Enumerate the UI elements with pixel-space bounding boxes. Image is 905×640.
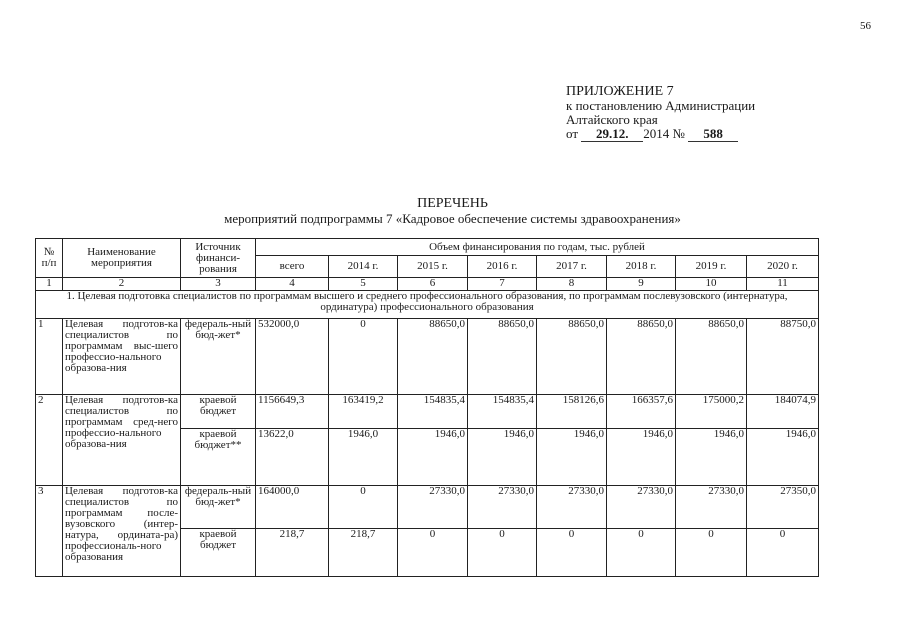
activity-name: Целевая подготов-ка специалистов по программам после-вузовского (интер-натура, ордината-ра) профессиональ-ного образования bbox=[63, 486, 181, 577]
appendix-block bbox=[566, 85, 755, 142]
column-number: 11 bbox=[747, 278, 819, 291]
value-cell: 532000,0 bbox=[256, 319, 329, 395]
row-number: 2 bbox=[36, 395, 63, 486]
funding-source: краевой бюджет** bbox=[181, 429, 256, 486]
column-number: 1 bbox=[36, 278, 63, 291]
from-label: от bbox=[566, 126, 579, 141]
decree-year: 2014 № bbox=[643, 126, 685, 141]
value-cell: 0 bbox=[537, 529, 607, 577]
value-cell: 1946,0 bbox=[398, 429, 468, 486]
header-year: 2018 г. bbox=[607, 256, 676, 278]
value-cell: 27330,0 bbox=[676, 486, 747, 529]
value-cell: 1156649,3 bbox=[256, 395, 329, 429]
value-cell: 164000,0 bbox=[256, 486, 329, 529]
section-title: 1. Целевая подготовка специалистов по программам высшего и среднего профессионального образования, по программам послевузовского (интернатура, ординатура) профессионального образования bbox=[36, 291, 819, 319]
value-cell: 154835,4 bbox=[398, 395, 468, 429]
header-volume: Объем финансирования по годам, тыс. рублей bbox=[256, 239, 819, 256]
column-number: 9 bbox=[607, 278, 676, 291]
value-cell: 88650,0 bbox=[676, 319, 747, 395]
value-cell: 218,7 bbox=[256, 529, 329, 577]
value-cell: 0 bbox=[398, 529, 468, 577]
header-year: 2019 г. bbox=[676, 256, 747, 278]
value-cell: 166357,6 bbox=[607, 395, 676, 429]
value-cell: 0 bbox=[329, 486, 398, 529]
activity-name: Целевая подготов-ка специалистов по программам выс-шего профессио-нального образова-ния bbox=[63, 319, 181, 395]
decree-number: 588 bbox=[688, 127, 738, 142]
header-name: Наименование мероприятия bbox=[63, 239, 181, 278]
value-cell: 0 bbox=[468, 529, 537, 577]
funding-table bbox=[35, 238, 819, 577]
row-number: 3 bbox=[36, 486, 63, 577]
value-cell: 175000,2 bbox=[676, 395, 747, 429]
header-source: Источник финанси-рования bbox=[181, 239, 256, 278]
value-cell: 1946,0 bbox=[329, 429, 398, 486]
column-number: 2 bbox=[63, 278, 181, 291]
value-cell: 218,7 bbox=[329, 529, 398, 577]
appendix-title: ПРИЛОЖЕНИЕ 7 bbox=[566, 84, 674, 99]
value-cell: 184074,9 bbox=[747, 395, 819, 429]
value-cell: 13622,0 bbox=[256, 429, 329, 486]
table-row bbox=[36, 319, 819, 395]
column-number: 7 bbox=[468, 278, 537, 291]
column-number: 10 bbox=[676, 278, 747, 291]
value-cell: 163419,2 bbox=[329, 395, 398, 429]
value-cell: 27350,0 bbox=[747, 486, 819, 529]
document-title: ПЕРЕЧЕНЬ bbox=[417, 196, 488, 211]
decree-date: 29.12. bbox=[581, 127, 643, 142]
column-number: 5 bbox=[329, 278, 398, 291]
value-cell: 88650,0 bbox=[537, 319, 607, 395]
funding-source: федераль-ный бюд-жет* bbox=[181, 319, 256, 395]
header-row-1 bbox=[36, 239, 819, 256]
value-cell: 0 bbox=[607, 529, 676, 577]
value-cell: 27330,0 bbox=[468, 486, 537, 529]
value-cell: 1946,0 bbox=[747, 429, 819, 486]
section-row bbox=[36, 291, 819, 319]
value-cell: 1946,0 bbox=[607, 429, 676, 486]
document-heading bbox=[0, 196, 905, 226]
value-cell: 0 bbox=[747, 529, 819, 577]
value-cell: 88650,0 bbox=[607, 319, 676, 395]
value-cell: 27330,0 bbox=[607, 486, 676, 529]
value-cell: 27330,0 bbox=[398, 486, 468, 529]
value-cell: 27330,0 bbox=[537, 486, 607, 529]
value-cell: 0 bbox=[329, 319, 398, 395]
header-year: всего bbox=[256, 256, 329, 278]
column-number: 4 bbox=[256, 278, 329, 291]
header-year: 2015 г. bbox=[398, 256, 468, 278]
value-cell: 88750,0 bbox=[747, 319, 819, 395]
header-year: 2017 г. bbox=[537, 256, 607, 278]
value-cell: 1946,0 bbox=[676, 429, 747, 486]
page-number: 56 bbox=[860, 20, 871, 32]
header-year: 2016 г. bbox=[468, 256, 537, 278]
header-num: № п/п bbox=[36, 239, 63, 278]
funding-source: краевой бюджет bbox=[181, 395, 256, 429]
activity-name: Целевая подготов-ка специалистов по программам сред-него профессио-нального образова-ния bbox=[63, 395, 181, 486]
column-number: 8 bbox=[537, 278, 607, 291]
value-cell: 158126,6 bbox=[537, 395, 607, 429]
row-number: 1 bbox=[36, 319, 63, 395]
appendix-date-line bbox=[566, 127, 755, 142]
document-subtitle: мероприятий подпрограммы 7 «Кадровое обеспечение системы здравоохранения» bbox=[224, 211, 681, 226]
value-cell: 88650,0 bbox=[398, 319, 468, 395]
value-cell: 0 bbox=[676, 529, 747, 577]
column-number: 3 bbox=[181, 278, 256, 291]
value-cell: 1946,0 bbox=[537, 429, 607, 486]
value-cell: 88650,0 bbox=[468, 319, 537, 395]
header-year: 2014 г. bbox=[329, 256, 398, 278]
table-row bbox=[36, 395, 819, 429]
funding-source: федераль-ный бюд-жет* bbox=[181, 486, 256, 529]
value-cell: 1946,0 bbox=[468, 429, 537, 486]
column-number-row bbox=[36, 278, 819, 291]
table-row bbox=[36, 486, 819, 529]
value-cell: 154835,4 bbox=[468, 395, 537, 429]
header-year: 2020 г. bbox=[747, 256, 819, 278]
appendix-line-1: к постановлению Администрации bbox=[566, 98, 756, 113]
column-number: 6 bbox=[398, 278, 468, 291]
appendix-line-2: Алтайского края bbox=[566, 112, 658, 127]
funding-source: краевой бюджет bbox=[181, 529, 256, 577]
